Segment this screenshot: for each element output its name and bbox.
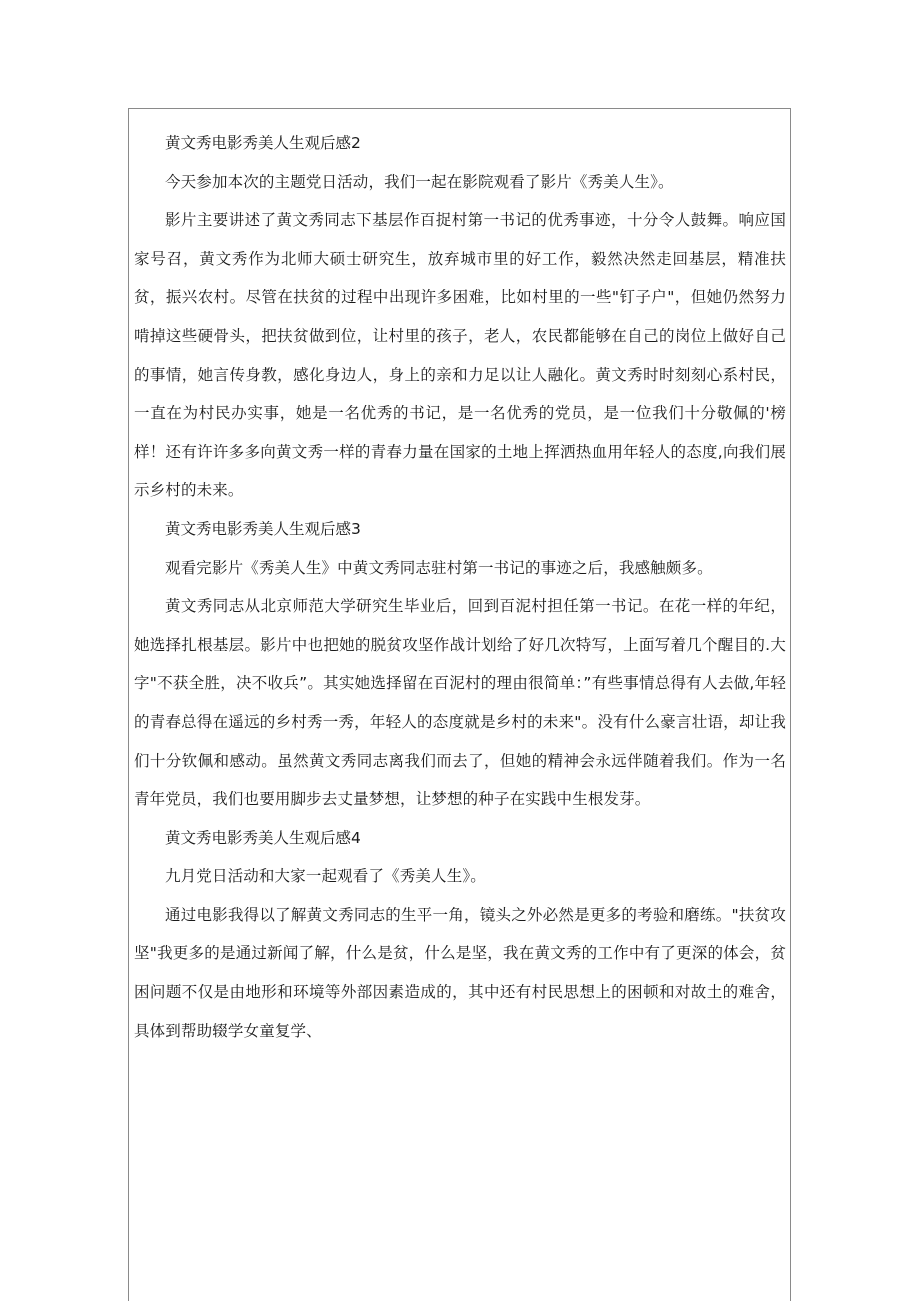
paragraph: 今天参加本次的主题党日活动，我们一起在影院观看了影片《秀美人生》。	[165, 172, 674, 191]
paragraph: 通过电影我得以了解黄文秀同志的生平一角，镜头之外必然是更多的考验和磨练。"扶贫攻坚"我更多的是通过新闻了解，什么是贫，什么是坚，我在黄文秀的工作中有了更深的体会，贫困问题不仅是由地形和环境等外部因素造成的，其中还有村民思想上的困顿和对故土的难舍，具体到帮助辍学女童复学、	[134, 905, 786, 1040]
paragraph: 观看完影片《秀美人生》中黄文秀同志驻村第一书记的事迹之后，我感触颇多。	[165, 558, 713, 577]
paragraph: 九月党日活动和大家一起观看了《秀美人生》。	[165, 867, 486, 886]
document-body	[134, 124, 786, 1050]
essay-heading-2: 黄文秀电影秀美人生观后感2	[165, 134, 361, 152]
paragraph: 影片主要讲述了黄文秀同志下基层作百捉村第一书记的优秀事迹，十分令人鼓舞。响应国家号召，黄文秀作为北师大硕士研究生，放弃城市里的好工作，毅然决然走回基层，精准扶贫，振兴农村。尽管在扶贫的过程中出现许多困难，比如村里的一些"钉子户"，但她仍然努力啃掉这些硬骨头，把扶贫做到位，让村里的孩子，老人，农民都能够在自己的岗位上做好自己的事情，她言传身教，感化身边人，身上的亲和力足以让人融化。黄文秀时时刻刻心系村民，一直在为村民办实事，她是一名优秀的书记，是一名优秀的党员，是一位我们十分敬佩的'榜样！还有许许多多向黄文秀一样的青春力量在国家的土地上挥洒热血用年轻人的态度,向我们展示乡村的未来。	[134, 211, 786, 500]
essay-heading-4: 黄文秀电影秀美人生观后感4	[165, 828, 361, 847]
paragraph: 黄文秀同志从北京师范大学研究生毕业后，回到百泥村担任第一书记。在花一样的年纪，她选择扎根基层。影片中也把她的脱贫攻坚作战计划给了好几次特写，上面写着几个醒目的.大字"不获全胜，决不收兵”。其实她选择留在百泥村的理由很简单：”有些事情总得有人去做,年轻的青春总得在遥远的乡村秀一秀，年轻人的态度就是乡村的未来"。没有什么豪言壮语，却让我们十分钦佩和感动。虽然黄文秀同志离我们而去了，但她的精神会永远伴随着我们。作为一名青年党员，我们也要用脚步去丈量梦想，让梦想的种子在实践中生根发芽。	[134, 597, 786, 809]
essay-heading-3: 黄文秀电影秀美人生观后感3	[165, 519, 361, 538]
